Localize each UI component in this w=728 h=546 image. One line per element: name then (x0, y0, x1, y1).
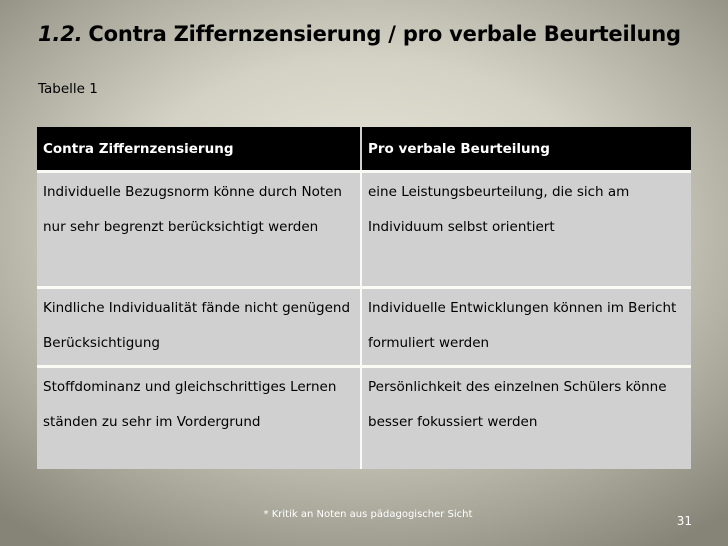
table-cell (37, 366, 361, 469)
table-cell (37, 287, 361, 366)
table-cell (37, 171, 361, 287)
table-row (37, 287, 691, 366)
footer-note: * Kritik an Noten aus pädagogischer Sicht (263, 509, 473, 520)
cell-text: Kindliche Individualität fände nicht genügend Berücksichtigung (43, 299, 351, 351)
cell-text: Persönlichkeit des einzelnen Schülers könne besser fokussiert werden (368, 378, 667, 430)
section-number: 1.2. (38, 22, 83, 46)
slide-title (38, 22, 681, 46)
header-pro: Pro verbale Beurteilung (361, 127, 691, 171)
table-cell (361, 171, 691, 287)
cell-text: Individuelle Entwicklungen können im Bericht formuliert werden (368, 299, 677, 351)
comparison-table (37, 127, 691, 469)
table-header-row (37, 127, 691, 171)
table-row (37, 366, 691, 469)
cell-text: Stoffdominanz und gleichschrittiges Lernen ständen zu sehr im Vordergrund (43, 378, 337, 430)
table-row (37, 171, 691, 287)
page-number: 31 (676, 514, 692, 528)
header-contra: Contra Ziffernzensierung (37, 127, 361, 171)
cell-text: eine Leistungsbeurteilung, die sich am Individuum selbst orientiert (368, 183, 630, 235)
table-cell (361, 287, 691, 366)
cell-text: Individuelle Bezugsnorm könne durch Noten nur sehr begrenzt berücksichtigt werden (43, 183, 342, 235)
table-cell (361, 366, 691, 469)
table-caption: Tabelle 1 (38, 81, 98, 97)
slide-title-text: Contra Ziffernzensierung / pro verbale Beurteilung (88, 22, 681, 46)
